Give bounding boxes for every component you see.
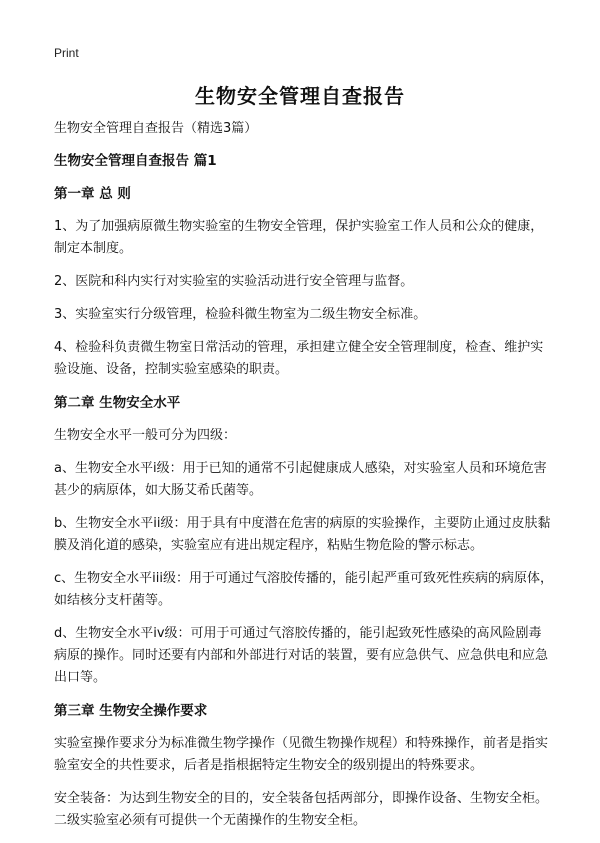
document-subtitle: 生物安全管理自查报告（精选3篇） [54, 121, 258, 136]
chapter-2-heading: 第二章 生物安全水平 [54, 395, 181, 411]
article-heading: 生物安全管理自查报告 篇1 [54, 153, 217, 169]
chapter-1-item: 4、检验科负责微生物室日常活动的管理，承担建立健全安全管理制度，检查、维护实验设施、设备，控制实验室感染的职责。 [54, 340, 544, 377]
document-body [54, 118, 554, 843]
chapter-2-item: c、生物安全水平iii级：用于可通过气溶胶传播的，能引起严重可致死性疾病的病原体，如结核分支杆菌等。 [54, 571, 553, 608]
chapter-2-item: d、生物安全水平iv级：可用于可通过气溶胶传播的，能引起致死性感染的高风险剧毒病原的操作。同时还要有内部和外部进行对话的装置，要有应急供气、应急供电和应急出口等。 [54, 626, 549, 685]
chapter-3-item: 安全装备：为达到生物安全的目的，安全装备包括两部分，即操作设备、生物安全柜。二级实验室必须有可提供一个无菌操作的生物安全柜。 [54, 791, 549, 828]
chapter-1-item: 1、为了加强病原微生物实验室的生物安全管理，保护实验室工作人员和公众的健康，制定本制度。 [54, 219, 544, 256]
chapter-1-item: 2、医院和科内实行对实验室的实验活动进行安全管理与监督。 [54, 274, 414, 289]
chapter-2-item: a、生物安全水平i级：用于已知的通常不引起健康成人感染，对实验室人员和环境危害甚少的病原体，如大肠艾希氏菌等。 [54, 461, 547, 498]
print-label[interactable]: Print [54, 46, 79, 60]
chapter-3-heading: 第三章 生物安全操作要求 [54, 703, 208, 719]
chapter-1-heading: 第一章 总 则 [54, 186, 131, 202]
chapter-2-item: b、生物安全水平ii级：用于具有中度潜在危害的病原的实验操作，主要防止通过皮肤黏膜及消化道的感染，实验室应有进出规定程序，粘贴生物危险的警示标志。 [54, 516, 551, 553]
chapter-3-item: 实验室操作要求分为标准微生物学操作（见微生物操作规程）和特殊操作，前者是指实验室安全的共性要求，后者是指根据特定生物安全的级别提出的特殊要求。 [54, 736, 549, 773]
chapter-1-item: 3、实验室实行分级管理，检验科微生物室为二级生物安全标准。 [54, 307, 427, 322]
chapter-2-intro: 生物安全水平一般可分为四级： [54, 428, 237, 443]
document-title: 生物安全管理自查报告 [195, 84, 405, 108]
